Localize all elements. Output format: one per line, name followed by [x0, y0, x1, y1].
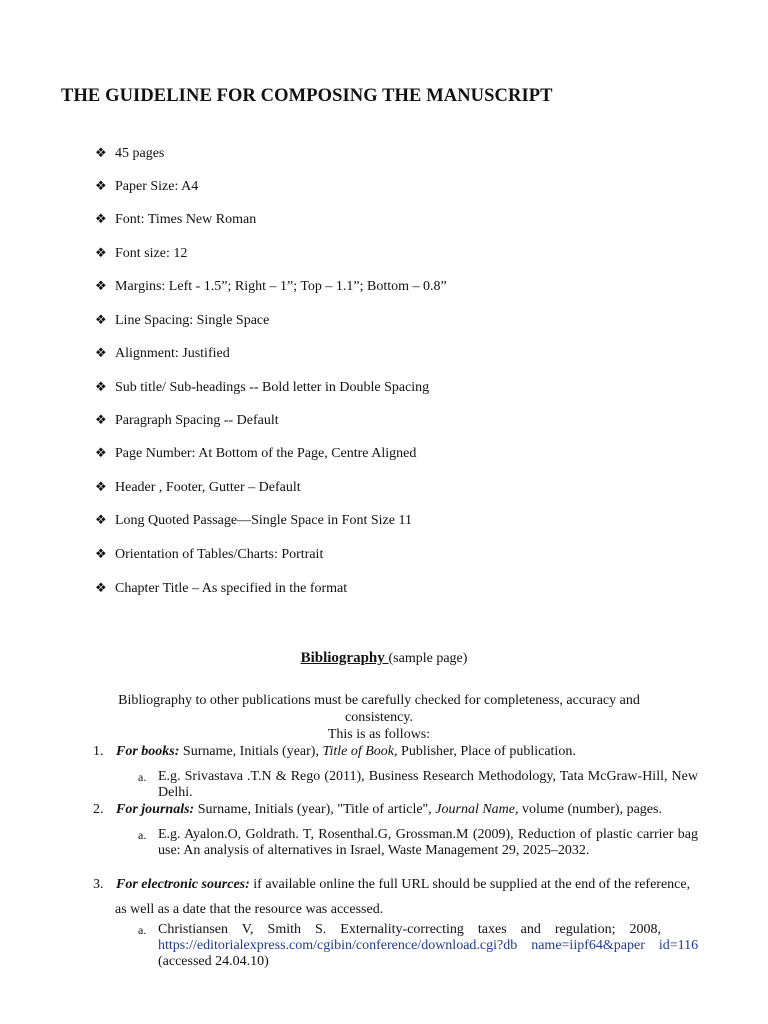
guideline-item: ❖ Paper Size: A4 [95, 178, 199, 194]
bullet-icon: ❖ [95, 412, 107, 427]
bullet-icon: ❖ [95, 312, 107, 327]
reference-rule-journals: 2. For journals: Surname, Initials (year), "Title of article", Journal Name, volume (number), pages. [93, 802, 662, 817]
bibliography-heading [0, 650, 768, 667]
guideline-item: ❖ Paragraph Spacing -- Default [95, 412, 279, 428]
bibliography-intro: Bibliography to other publications must be carefully checked for completeness, accuracy and consistency. This is as follows: [118, 693, 640, 742]
bullet-icon: ❖ [95, 445, 107, 460]
guideline-item: ❖ Orientation of Tables/Charts: Portrait [95, 546, 324, 562]
bullet-icon: ❖ [95, 278, 107, 293]
bullet-icon: ❖ [95, 245, 107, 260]
bibliography-subtitle: (sample page) [388, 651, 468, 666]
bullet-icon: ❖ [95, 145, 107, 160]
bullet-icon: ❖ [95, 178, 107, 193]
bullet-icon: ❖ [95, 546, 107, 561]
page-title: THE GUIDELINE FOR COMPOSING THE MANUSCRIPT [61, 86, 553, 106]
reference-example-journals: a. E.g. Ayalon.O, Goldrath. T, Rosenthal.G, Grossman.M (2009), Reduction of plastic carrier bag use: An analysis of alternatives in Israel, Waste Management 29, 2025–2032. [138, 827, 698, 858]
guideline-item: ❖ Header , Footer, Gutter – Default [95, 479, 301, 495]
bullet-icon: ❖ [95, 379, 107, 394]
guideline-item: ❖ Chapter Title – As specified in the format [95, 580, 348, 596]
bibliography-title: Bibliography [300, 650, 389, 666]
guideline-item: ❖ 45 pages [95, 145, 165, 161]
reference-url-link[interactable]: https://editorialexpress.com/cgibin/conference/download.cgi?db name=iipf64&paper id=116 [158, 938, 699, 953]
guideline-item: ❖ Alignment: Justified [95, 345, 230, 361]
bullet-icon: ❖ [95, 512, 107, 527]
guideline-item: ❖ Page Number: At Bottom of the Page, Centre Aligned [95, 445, 417, 461]
bullet-icon: ❖ [95, 345, 107, 360]
guideline-item: ❖ Sub title/ Sub-headings -- Bold letter in Double Spacing [95, 379, 430, 395]
guideline-item: ❖ Line Spacing: Single Space [95, 312, 270, 328]
bullet-icon: ❖ [95, 580, 107, 595]
guideline-item: ❖ Font: Times New Roman [95, 211, 257, 227]
guideline-item: ❖ Long Quoted Passage—Single Space in Font Size 11 [95, 512, 412, 528]
guideline-item: ❖ Margins: Left - 1.5”; Right – 1”; Top – 1.1”; Bottom – 0.8” [95, 278, 447, 294]
reference-example-books: a. E.g. Srivastava .T.N & Rego (2011), Business Research Methodology, Tata McGraw-Hill, New Delhi. [138, 769, 698, 800]
reference-rule-electronic: 3. For electronic sources: if available online the full URL should be supplied at the end of the reference, as well as a date that the resource was accessed. [93, 877, 691, 917]
bullet-icon: ❖ [95, 211, 107, 226]
bullet-icon: ❖ [95, 479, 107, 494]
reference-example-electronic: a. Christiansen V, Smith S. Externality-correcting taxes and regulation; 2008, https://editorialexpress.com/cgibin/conference/download.cgi?db name=iipf64&paper id=116 (accessed 24.04.10) [138, 922, 699, 969]
reference-rule-books: 1. For books: Surname, Initials (year), Title of Book, Publisher, Place of publication. [93, 744, 576, 759]
guideline-item: ❖ Font size: 12 [95, 245, 188, 261]
